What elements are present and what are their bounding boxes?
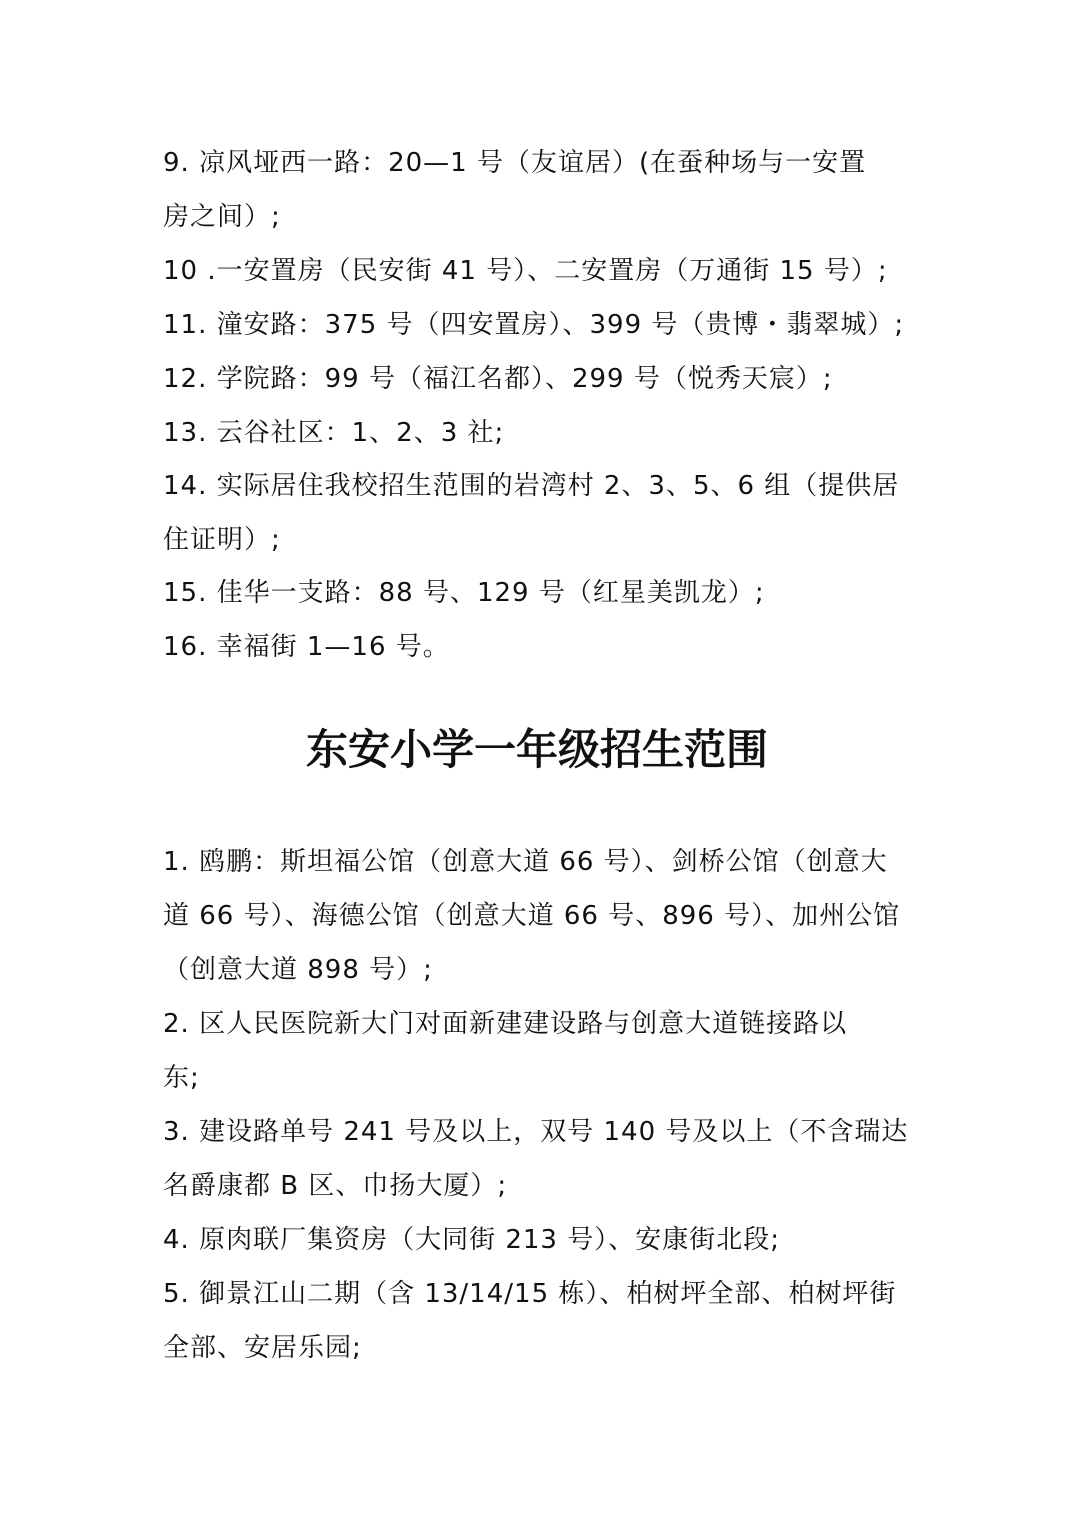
list-item-16: 16. 幸福街 1—16 号。 bbox=[163, 632, 450, 662]
list-item-4: 4. 原肉联厂集资房（大同街 213 号）、安康街北段; bbox=[163, 1225, 780, 1255]
list-item-13: 13. 云谷社区：1、2、3 社; bbox=[163, 418, 505, 448]
list-item-2-line-1: 2. 区人民医院新大门对面新建建设路与创意大道链接路以 bbox=[163, 1009, 848, 1039]
list-item-1-line-3: （创意大道 898 号）; bbox=[163, 955, 433, 985]
list-item-15: 15. 佳华一支路：88 号、129 号（红星美凯龙）; bbox=[163, 578, 765, 608]
list-item-12: 12. 学院路：99 号（福江名都）、299 号（悦秀天宸）; bbox=[163, 364, 833, 394]
list-item-11: 11. 潼安路：375 号（四安置房）、399 号（贵博・翡翠城）; bbox=[163, 310, 905, 340]
list-item-5-line-2: 全部、安居乐园; bbox=[163, 1333, 362, 1363]
list-item-3-line-1: 3. 建设路单号 241 号及以上，双号 140 号及以上（不含瑞达 bbox=[163, 1117, 909, 1147]
list-item-1-line-2: 道 66 号）、海德公馆（创意大道 66 号、896 号）、加州公馆 bbox=[163, 901, 901, 931]
list-item-2-line-2: 东; bbox=[163, 1063, 200, 1093]
list-item-9-line-2: 房之间）; bbox=[163, 202, 281, 232]
list-item-14-line-1: 14. 实际居住我校招生范围的岩湾村 2、3、5、6 组（提供居 bbox=[163, 471, 900, 501]
list-item-1-line-1: 1. 鸥鹏：斯坦福公馆（创意大道 66 号）、剑桥公馆（创意大 bbox=[163, 847, 888, 877]
list-item-9-line-1: 9. 凉风垭西一路：20—1 号（友谊居）(在蚕种场与一安置 bbox=[163, 148, 867, 178]
list-item-14-line-2: 住证明）; bbox=[163, 525, 281, 555]
list-item-10: 10 .一安置房（民安街 41 号）、二安置房（万通街 15 号）; bbox=[163, 256, 888, 286]
section-title: 东安小学一年级招生范围 bbox=[305, 725, 768, 774]
list-item-5-line-1: 5. 御景江山二期（含 13/14/15 栋）、柏树坪全部、柏树坪街 bbox=[163, 1279, 897, 1309]
list-item-3-line-2: 名爵康都 B 区、巾扬大厦）; bbox=[163, 1171, 508, 1201]
